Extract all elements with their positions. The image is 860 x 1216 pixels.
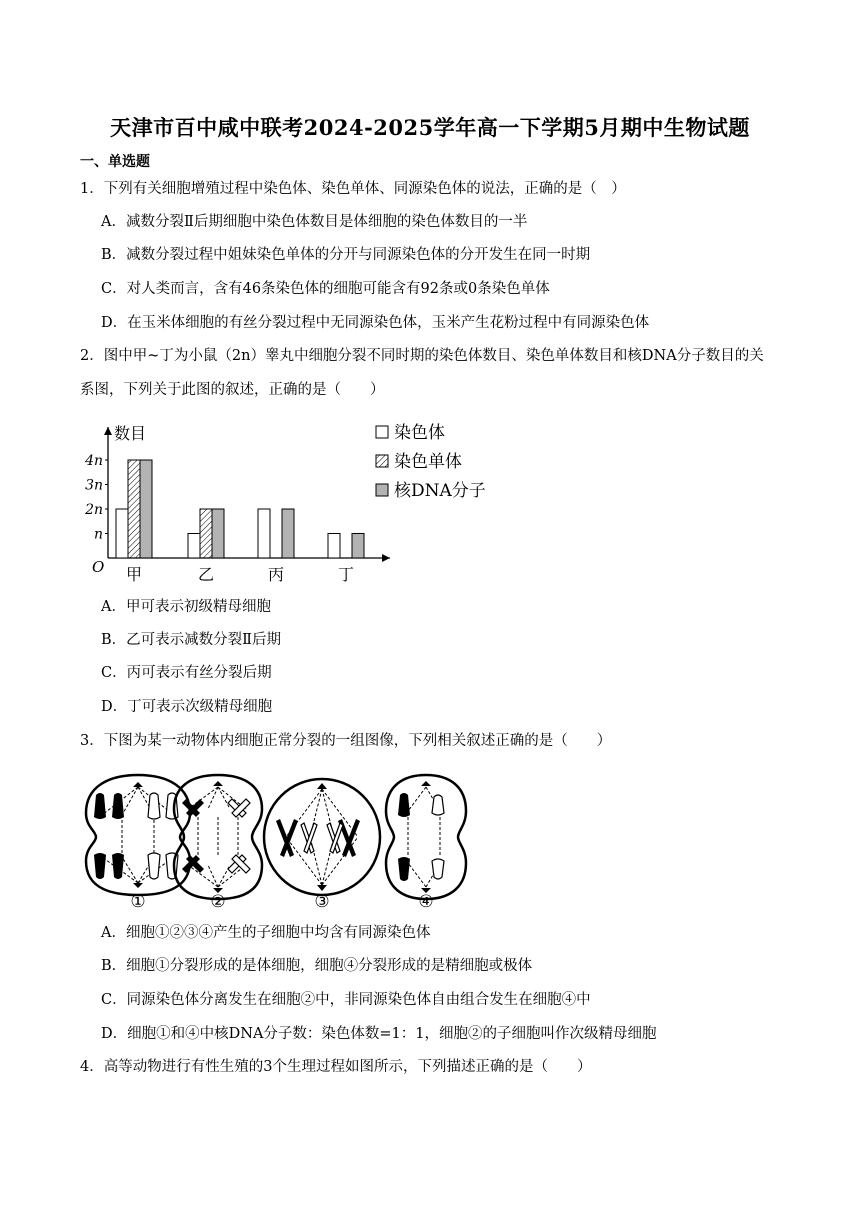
y-tick-label: n — [93, 526, 103, 543]
question-3-option-c: C．同源染色体分离发生在细胞②中，非同源染色体自由组合发生在细胞④中 — [101, 992, 591, 1008]
bar-染色体-丁 — [328, 534, 340, 559]
x-tick-label: 丁 — [337, 565, 355, 584]
question-1-option-c: C．对人类而言，含有46条染色体的细胞可能含有92条或0条染色单体 — [101, 281, 550, 297]
y-tick-label: 2n — [85, 502, 103, 518]
question-2-option-a: A．甲可表示初级精母细胞 — [101, 599, 271, 615]
question-3-stem: 3．下图为某一动物体内细胞正常分裂的一组图像，下列相关叙述正确的是（ ） — [80, 733, 612, 749]
question-3-option-d: D．细胞①和④中核DNA分子数：染色体数=1：1，细胞②的子细胞叫作次级精母细胞 — [101, 1026, 657, 1042]
question-4-stem: 4．高等动物进行有性生殖的3个生理过程如图所示，下列描述正确的是（ ） — [80, 1059, 592, 1075]
section-heading: 一、单选题 — [80, 154, 150, 170]
cell-division-figure — [78, 765, 478, 910]
y-tick-label: 3n — [85, 477, 103, 494]
y-axis-label: 数目 — [114, 424, 147, 443]
question-1-stem: 1．下列有关细胞增殖过程中染色体、染色单体、同源染色体的说法，正确的是（ ） — [80, 181, 626, 197]
cell-1-label: ① — [130, 892, 146, 910]
origin-label: O — [92, 558, 105, 576]
bar-核DNA分子-丁 — [352, 534, 364, 559]
question-2-option-b: B．乙可表示减数分裂Ⅱ后期 — [101, 632, 282, 648]
legend-label: 核DNA分子 — [394, 481, 486, 501]
question-2-stem-cont: 系图，下列关于此图的叙述，正确的是（ ） — [80, 382, 385, 398]
bar-染色单体-甲 — [128, 460, 140, 558]
cell-2-label: ② — [210, 892, 226, 910]
question-1-option-d: D．在玉米体细胞的有丝分裂过程中无同源染色体，玉米产生花粉过程中有同源染色体 — [101, 315, 650, 331]
legend-swatch — [376, 426, 388, 438]
x-tick-label: 甲 — [125, 565, 143, 584]
cell-3 — [264, 779, 380, 895]
legend-swatch — [376, 455, 388, 467]
bar-核DNA分子-甲 — [140, 460, 152, 558]
bar-核DNA分子-乙 — [212, 509, 224, 558]
x-tick-label: 乙 — [197, 565, 215, 584]
question-3-option-a: A．细胞①②③④产生的子细胞中均含有同源染色体 — [101, 925, 431, 941]
question-2-stem: 2．图中甲~丁为小鼠（2n）睾丸中细胞分裂不同时期的染色体数目、染色单体数目和核DNA分子数目的关 — [80, 348, 764, 364]
legend-label: 染色单体 — [394, 452, 462, 472]
question-2-option-d: D．丁可表示次级精母细胞 — [101, 699, 273, 715]
cell-4 — [386, 775, 466, 899]
legend-label: 染色体 — [394, 423, 445, 443]
y-tick-label: 4n — [85, 453, 103, 469]
question-1-option-b: B．减数分裂过程中姐妹染色单体的分开与同源染色体的分开发生在同一时期 — [101, 247, 591, 263]
bar-染色单体-乙 — [200, 509, 212, 558]
question-3-option-b: B．细胞①分裂形成的是体细胞，细胞④分裂形成的是精细胞或极体 — [101, 958, 533, 974]
cell-3-label: ③ — [314, 892, 330, 910]
bar-chart — [80, 415, 520, 590]
cell-4-label: ④ — [418, 892, 434, 910]
bar-染色体-乙 — [188, 534, 200, 559]
page-title: 天津市百中咸中联考2024-2025学年高一下学期5月期中生物试题 — [110, 115, 750, 140]
bar-核DNA分子-丙 — [282, 509, 294, 558]
question-1-option-a: A．减数分裂Ⅱ后期细胞中染色体数目是体细胞的染色体数目的一半 — [101, 214, 528, 230]
cell-2 — [174, 775, 262, 899]
bar-染色体-丙 — [258, 509, 270, 558]
question-2-option-c: C．丙可表示有丝分裂后期 — [101, 665, 272, 681]
bar-染色体-甲 — [116, 509, 128, 558]
x-tick-label: 丙 — [267, 565, 285, 584]
legend-swatch — [376, 484, 388, 496]
